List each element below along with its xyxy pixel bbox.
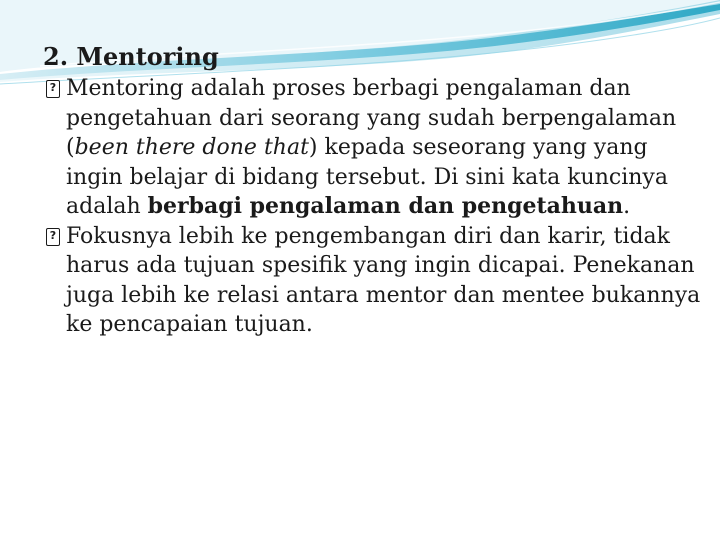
bullet-list	[36, 74, 706, 340]
slide-title: 2. Mentoring	[43, 42, 219, 71]
slide-content	[36, 40, 706, 340]
bullet-text-segment: .	[623, 194, 631, 219]
bullet-text-segment: Fokusnya lebih ke pengembangan diri dan karir, tidak harus ada tujuan spesifik yang ingin dicapai. Penekanan juga lebih ke relasi antara mentor dan mentee bukannya ke pencapaian tujuan.	[66, 223, 701, 337]
bullet-text-italic: been there done that	[74, 135, 309, 160]
bullet-item-mentoring-definition	[36, 74, 706, 222]
bullet-text-bold: berbagi pengalaman dan pengetahuan	[147, 193, 624, 219]
bullet-text-segment: Mentoring adalah proses berbagi pengalaman dan pengetahuan dari seorang yang sudah berpengalaman (	[66, 76, 677, 160]
bullet-text-segment: ) kepada seseorang yang yang ingin belajar di bidang tersebut. Di sini kata kuncinya adalah	[66, 135, 668, 219]
missing-glyph-icon	[46, 228, 60, 246]
bullet-item-focus	[36, 222, 706, 340]
missing-glyph-icon	[46, 80, 60, 98]
